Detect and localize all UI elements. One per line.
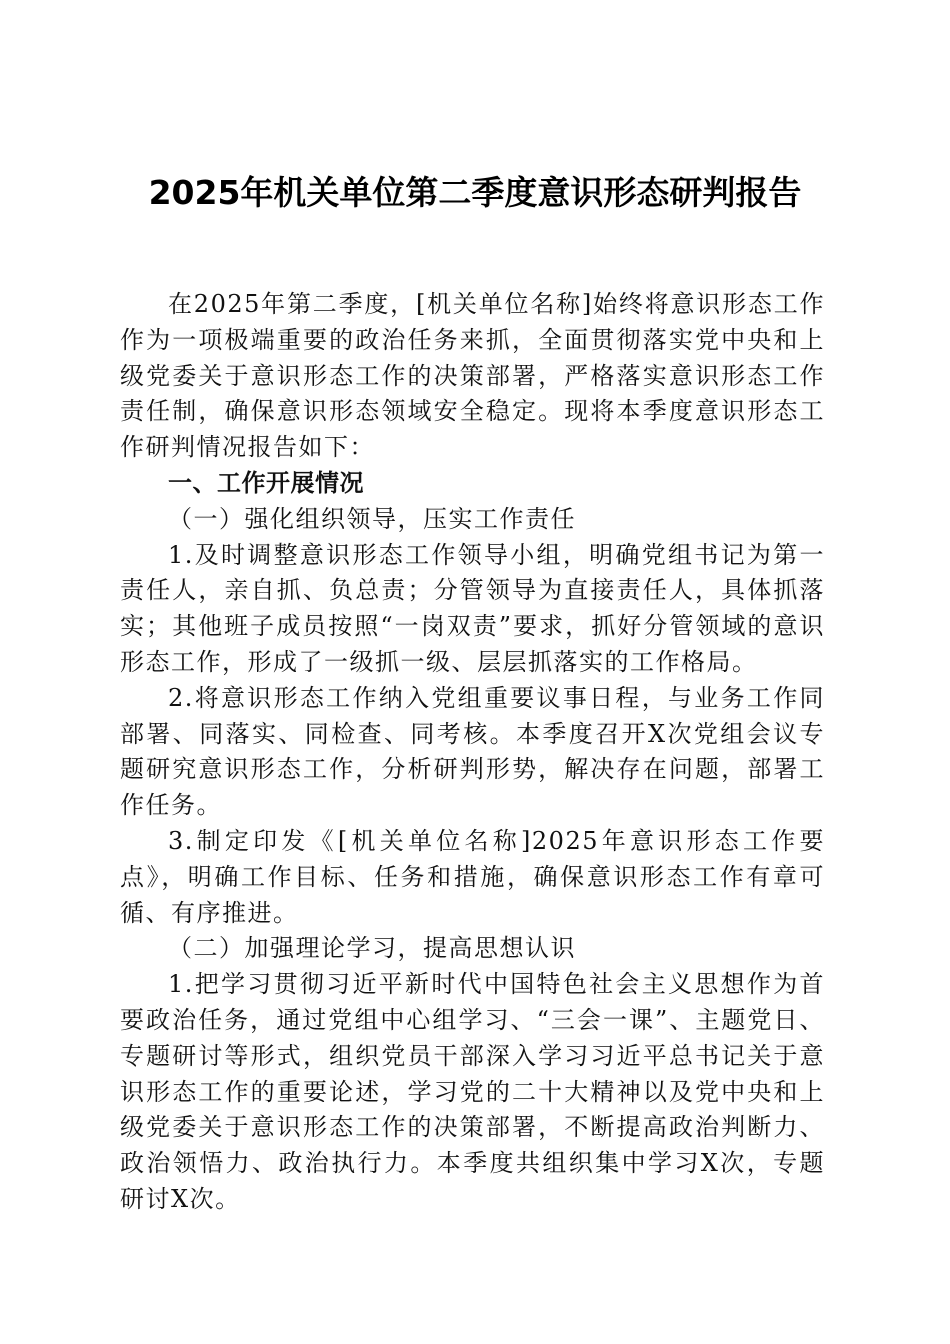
- paragraph-theory-study-1: 1.把学习贯彻习近平新时代中国特色社会主义思想作为首要政治任务，通过党组中心组学习、“三会一课”、主题党日、专题研讨等形式，组织党员干部深入学习习近平总书记关于意识形态工作的重要论述，学习党的二十大精神以及党中央和上级党委关于意识形态工作的决策部署，不断提高政治判断力、政治领悟力、政治执行力。本季度共组织集中学习X次，专题研讨X次。: [120, 970, 825, 1213]
- section-heading-work-status: 一、工作开展情况: [168, 468, 364, 497]
- document-title: 2025年机关单位第二季度意识形态研判报告: [148, 173, 802, 212]
- subsection-heading-theory-study: （二）加强理论学习，提高思想认识: [168, 934, 576, 963]
- document-body: [120, 287, 825, 1218]
- intro-paragraph: 在2025年第二季度，[机关单位名称]始终将意识形态工作作为一项极端重要的政治任务来抓，全面贯彻落实党中央和上级党委关于意识形态工作的决策部署，严格落实意识形态工作责任制，确保意识形态领域安全稳定。现将本季度意识形态工作研判情况报告如下：: [120, 290, 825, 462]
- paragraph-leadership-2: 2.将意识形态工作纳入党组重要议事日程，与业务工作同部署、同落实、同检查、同考核。本季度召开X次党组会议专题研究意识形态工作，分析研判形势，解决存在问题，部署工作任务。: [120, 683, 825, 820]
- subsection-heading-leadership: （一）强化组织领导，压实工作责任: [168, 504, 576, 533]
- paragraph-leadership-1: 1.及时调整意识形态工作领导小组，明确党组书记为第一责任人，亲自抓、负总责；分管领导为直接责任人，具体抓落实；其他班子成员按照“一岗双责”要求，抓好分管领域的意识形态工作，形成了一级抓一级、层层抓落实的工作格局。: [120, 540, 825, 676]
- paragraph-leadership-3: 3.制定印发《[机关单位名称]2025年意识形态工作要点》，明确工作目标、任务和措施，确保意识形态工作有章可循、有序推进。: [120, 826, 825, 927]
